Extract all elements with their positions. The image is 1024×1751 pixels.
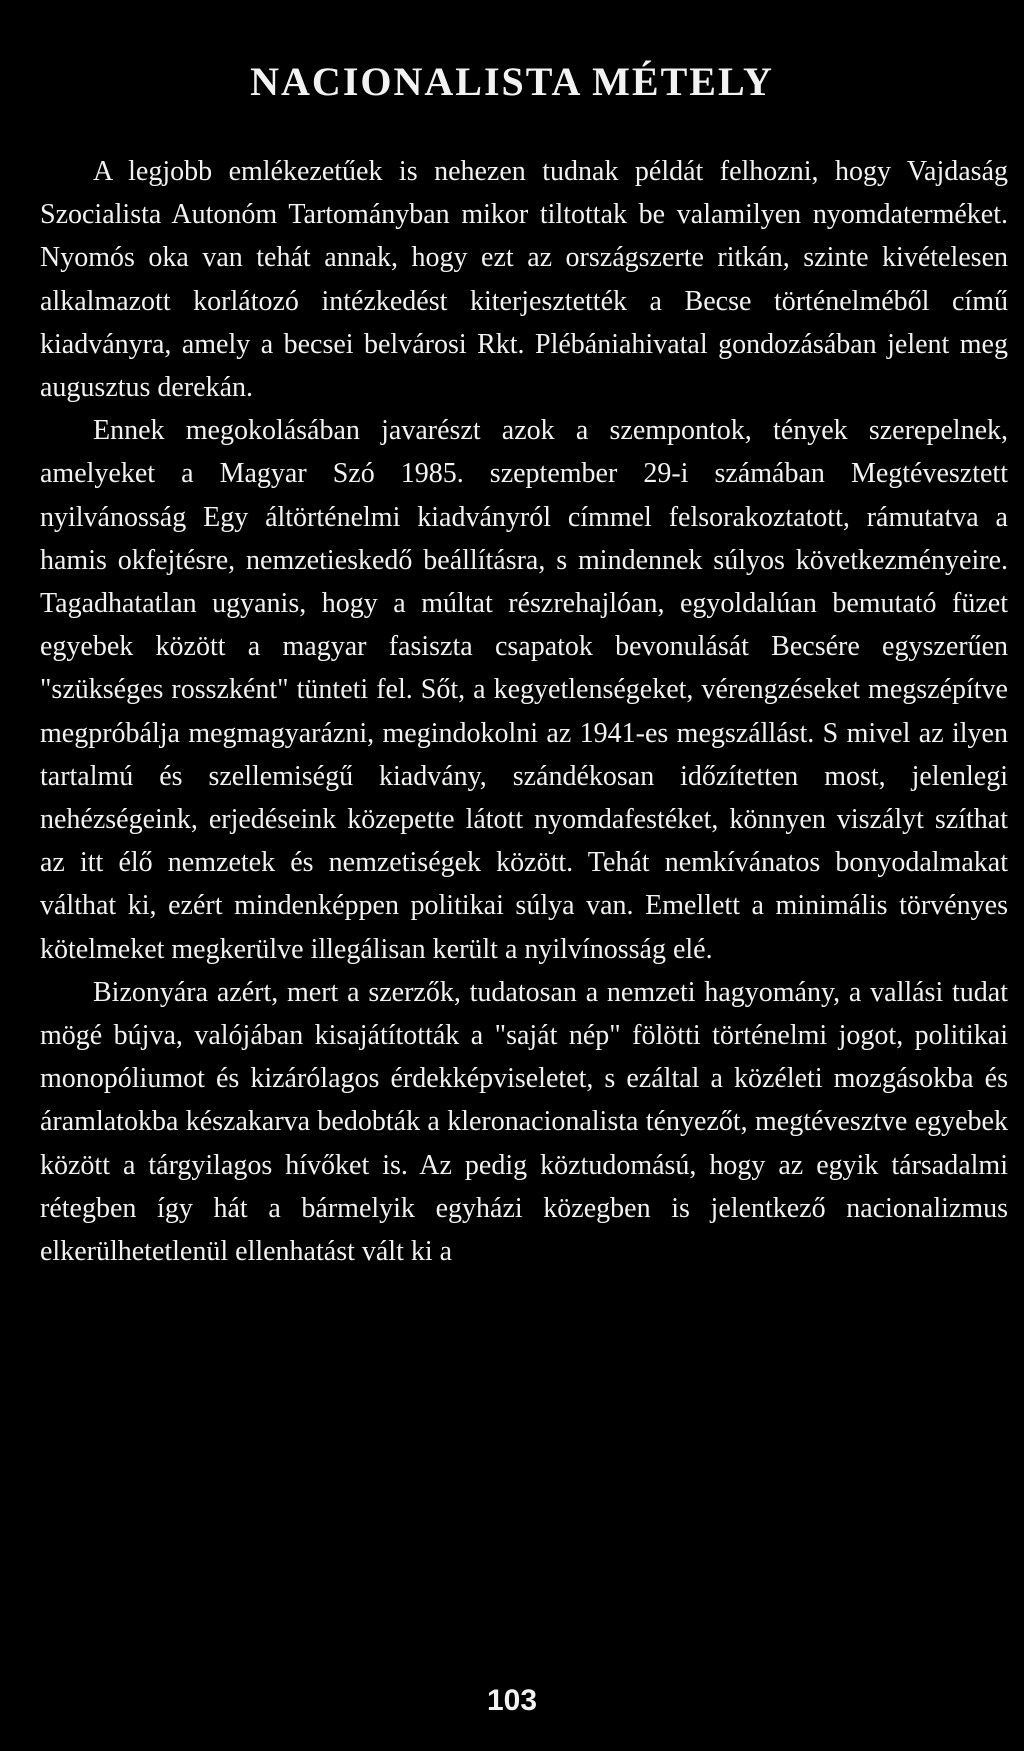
paragraph-2: Ennek megokolásában javarészt azok a szempontok, tények szerepelnek, amelyeket a Magyar Szó 1985. szeptember 29-i számában Megtévesztett nyilvánosság Egy áltörténelmi kiadványról címmel felsorakoztatott, rámutatva a hamis okfejtésre, nemzetieskedő beállításra, s mindennek súlyos következményeire. Tagadhatatlan ugyanis, hogy a múltat részrehajlóan, egyoldalúan bemutató füzet egyebek között a magyar fasiszta csapatok bevonulását Becsére egyszerűen "szükséges rosszként" tünteti fel. Sőt, a kegyetlenségeket, vérengzéseket megszépítve megpróbálja megmagyarázni, megindokolni az 1941-es megszállást. S mivel az ilyen tartalmú és szellemiségű kiadvány, szándékosan időzítetten most, jelenlegi nehézségeink, erjedéseink közepette látott nyomdafestéket, könnyen viszályt szíthat az itt élő nemzetek és nemzetiségek között. Tehát nemkívánatos bonyodalmakat válthat ki, ezért mindenképpen politikai súlya van. Emellett a minimális törvényes kötelmeket megkerülve illegálisan került a nyilvínosság elé. [40, 415, 1008, 965]
page-title: NACIONALISTA MÉTELY [250, 59, 774, 104]
paragraph-3: Bizonyára azért, mert a szerzők, tudatosan a nemzeti hagyomány, a vallási tudat mögé bújva, valójában kisajátították a "saját nép" fölötti történelmi jogot, politikai monopóliumot és kizárólagos érdekképviseletet, s ezáltal a közéleti mozgásokba és áramlatokba készakarva bedobták a kleronacionalista tényezőt, megtévesztve egyebek között a tárgyilagos hívőket is. Az pedig köztudomású, hogy az egyik társadalmi rétegben így hát a bármelyik egyházi közegben is jelentkező nacionalizmus elkerülhetetlenül ellenhatást vált ki a [40, 976, 1008, 1268]
paragraph-1: A legjobb emlékezetűek is nehezen tudnak példát felhozni, hogy Vajdaság Szocialista Autonóm Tartományban mikor tiltottak be valamilyen nyomdaterméket. Nyomós oka van tehát annak, hogy ezt az országszerte ritkán, szinte kivételesen alkalmazott korlátozó intézkedést kiterjesztették a Becse történelméből című kiadványra, amely a becsei belvárosi Rkt. Plébániahivatal gondozásában jelent meg augusztus derekán. [40, 156, 1008, 404]
article-body [40, 150, 1008, 1273]
page-number: 103 [486, 1684, 538, 1717]
